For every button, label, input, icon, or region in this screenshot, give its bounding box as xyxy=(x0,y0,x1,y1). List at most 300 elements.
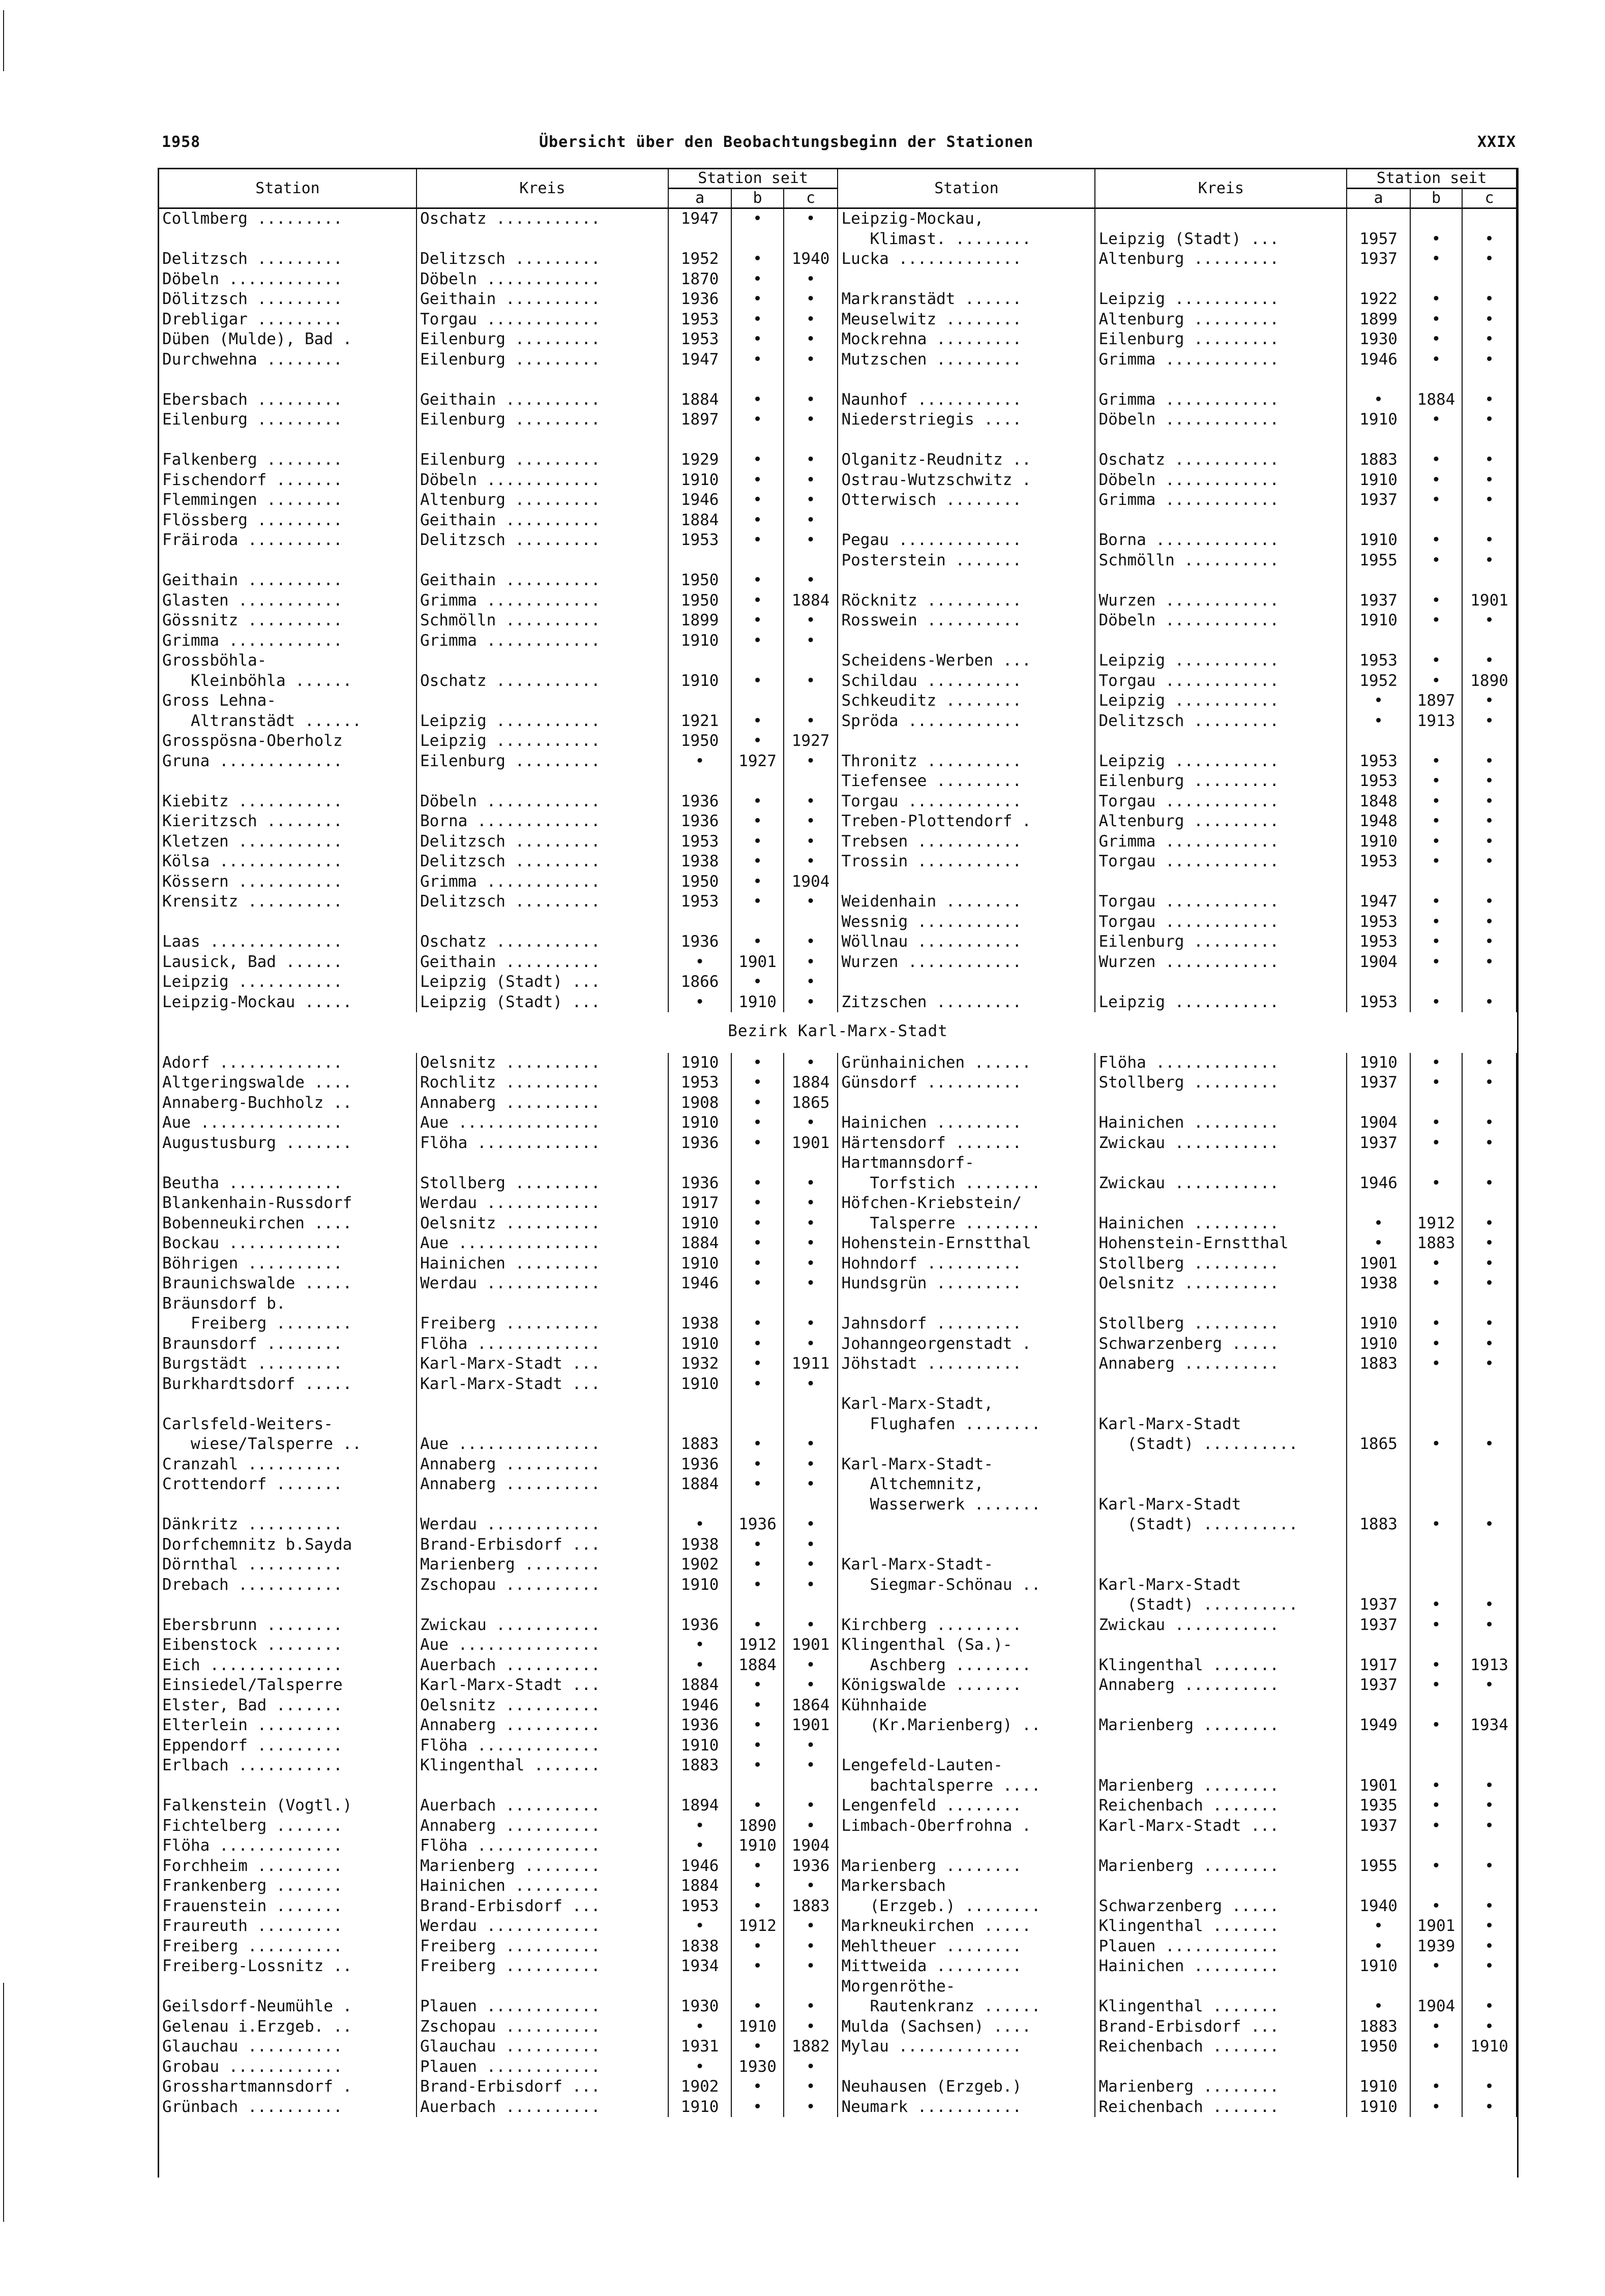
year-c xyxy=(1462,1876,1517,1896)
year-b: • xyxy=(1410,771,1462,792)
year-a xyxy=(668,551,732,571)
year-a: • xyxy=(1347,691,1410,711)
kreis-name: Döbeln ............ xyxy=(1095,611,1347,631)
station-name: Kölsa ............. xyxy=(159,852,417,872)
station-name: Wurzen ............ xyxy=(838,952,1095,973)
station-name: Fraureuth ......... xyxy=(159,1916,417,1937)
station-name: Weidenhain ........ xyxy=(838,892,1095,912)
year-a: 1910 xyxy=(1347,1334,1410,1354)
kreis-name: Schwarzenberg ..... xyxy=(1095,1896,1347,1917)
station-name xyxy=(838,430,1095,450)
year-b: • xyxy=(1410,1796,1462,1816)
year-a: 1936 xyxy=(668,792,732,812)
station-name xyxy=(159,370,417,390)
year-a xyxy=(1347,1977,1410,1997)
station-name: Elterlein ......... xyxy=(159,1715,417,1736)
year-b xyxy=(1410,1414,1462,1435)
year-a: 1910 xyxy=(668,1254,732,1274)
year-b: • xyxy=(731,1696,783,1716)
year-c xyxy=(1462,1535,1517,1555)
station-name: Mehltheuer ........ xyxy=(838,1937,1095,1957)
station-name xyxy=(159,1776,417,1796)
year-c xyxy=(1462,731,1517,751)
station-name: Falkenstein (Vogtl.) xyxy=(159,1796,417,1816)
kreis-name xyxy=(1095,1836,1347,1856)
year-c xyxy=(784,1977,838,1997)
kreis-name: Zwickau ........... xyxy=(1095,1173,1347,1194)
year-b: • xyxy=(731,1555,783,1575)
table-row xyxy=(159,229,1517,250)
year-a xyxy=(668,912,732,932)
year-c: • xyxy=(784,1274,838,1294)
year-b xyxy=(1410,570,1462,591)
year-b: • xyxy=(731,1736,783,1756)
year-b xyxy=(1410,1977,1462,1997)
station-name: (Kr.Marienberg) .. xyxy=(838,1715,1095,1736)
year-c xyxy=(1462,1414,1517,1435)
year-c xyxy=(1462,269,1517,290)
year-b: • xyxy=(1410,892,1462,912)
year-b: • xyxy=(731,1455,783,1475)
station-name: Frauenstein ....... xyxy=(159,1896,417,1917)
year-b xyxy=(731,1153,783,1173)
year-b: • xyxy=(1410,470,1462,491)
station-name: Ebersbrunn ........ xyxy=(159,1615,417,1636)
year-c: 1911 xyxy=(784,1354,838,1374)
station-table xyxy=(158,168,1519,2178)
year-b xyxy=(1410,1474,1462,1495)
year-c: • xyxy=(1462,1354,1517,1374)
year-b xyxy=(1410,1153,1462,1173)
year-a: 1953 xyxy=(668,892,732,912)
station-name: Kühnhaide xyxy=(838,1696,1095,1716)
kreis-name: Torgau ............ xyxy=(1095,852,1347,872)
station-name: Altgeringswalde .... xyxy=(159,1073,417,1093)
year-a: 1883 xyxy=(1347,2017,1410,2037)
station-name: Torgau ............ xyxy=(838,792,1095,812)
table-row xyxy=(159,1153,1517,1173)
station-name: Olganitz-Reudnitz .. xyxy=(838,450,1095,470)
kreis-name xyxy=(417,1595,668,1615)
year-c: • xyxy=(784,2077,838,2097)
table-row xyxy=(159,1414,1517,1435)
year-c: 1936 xyxy=(784,1856,838,1877)
table-row xyxy=(159,1455,1517,1475)
year-c: 1901 xyxy=(784,1635,838,1655)
year-b xyxy=(1410,510,1462,531)
year-b: • xyxy=(731,1675,783,1696)
year-c xyxy=(1462,1736,1517,1756)
kreis-name: Werdau ............ xyxy=(417,1515,668,1535)
year-c: • xyxy=(1462,1916,1517,1937)
year-a: 1937 xyxy=(1347,1615,1410,1636)
year-a xyxy=(1347,430,1410,450)
station-name: Hainichen ......... xyxy=(838,1113,1095,1133)
kreis-name: Flöha ............. xyxy=(417,1334,668,1354)
table-row xyxy=(159,1334,1517,1354)
year-b: • xyxy=(731,1113,783,1133)
year-a: • xyxy=(1347,1937,1410,1957)
year-a: 1922 xyxy=(1347,289,1410,310)
station-name: Aue ............... xyxy=(159,1113,417,1133)
year-a xyxy=(1347,872,1410,892)
station-name: Eibenstock ........ xyxy=(159,1635,417,1655)
kreis-name: Rochlitz .......... xyxy=(417,1073,668,1093)
kreis-name: Delitzsch ......... xyxy=(417,852,668,872)
year-b: • xyxy=(1410,1354,1462,1374)
table-row xyxy=(159,2017,1517,2037)
year-b: • xyxy=(1410,1254,1462,1274)
table-row xyxy=(159,1956,1517,1977)
year-b: 1912 xyxy=(1410,1214,1462,1234)
kreis-name: Aue ............... xyxy=(417,1233,668,1254)
station-name: Lengefeld-Lauten- xyxy=(838,1756,1095,1776)
station-name xyxy=(838,1434,1095,1455)
year-c: • xyxy=(784,310,838,330)
year-b: • xyxy=(731,1374,783,1395)
year-c: • xyxy=(784,350,838,370)
year-c xyxy=(784,229,838,250)
station-name xyxy=(838,1535,1095,1555)
year-b: • xyxy=(731,1997,783,2017)
station-name xyxy=(838,872,1095,892)
col-header-kreis: Kreis xyxy=(1095,169,1347,208)
table-row xyxy=(159,1133,1517,1154)
station-name xyxy=(159,1153,417,1173)
station-name: Geithain .......... xyxy=(159,570,417,591)
station-name: Wasserwerk ....... xyxy=(838,1495,1095,1515)
year-a: 1910 xyxy=(1347,1314,1410,1334)
kreis-name: Leipzig ........... xyxy=(1095,289,1347,310)
table-row xyxy=(159,1896,1517,1917)
year-b: • xyxy=(731,1856,783,1877)
kreis-name: Torgau ............ xyxy=(417,310,668,330)
station-name xyxy=(838,1374,1095,1395)
table-row xyxy=(159,992,1517,1013)
year-b: • xyxy=(1410,811,1462,832)
kreis-name: Torgau ............ xyxy=(1095,671,1347,691)
station-name: Johanngeorgenstadt . xyxy=(838,1334,1095,1354)
station-name: Treben-Plottendorf . xyxy=(838,811,1095,832)
year-a: 1883 xyxy=(1347,1354,1410,1374)
year-a xyxy=(668,771,732,792)
station-name: Annaberg-Buchholz .. xyxy=(159,1093,417,1113)
year-b: • xyxy=(731,1214,783,1234)
station-name: Hartmannsdorf- xyxy=(838,1153,1095,1173)
year-b: 1897 xyxy=(1410,691,1462,711)
year-c: • xyxy=(1462,992,1517,1013)
station-name: Eich .............. xyxy=(159,1655,417,1676)
table-row xyxy=(159,1977,1517,1997)
kreis-name: Leipzig ........... xyxy=(1095,992,1347,1013)
year-a: 1910 xyxy=(668,631,732,651)
year-a: 1870 xyxy=(668,269,732,290)
table-row xyxy=(159,1715,1517,1736)
kreis-name xyxy=(1095,1756,1347,1776)
station-name: Trebsen ........... xyxy=(838,832,1095,852)
year-a: 1910 xyxy=(668,1374,732,1395)
year-c xyxy=(784,370,838,390)
year-b: • xyxy=(731,1756,783,1776)
year-b xyxy=(731,1495,783,1515)
year-c xyxy=(1462,570,1517,591)
year-c: • xyxy=(784,410,838,430)
year-b: 1939 xyxy=(1410,1937,1462,1957)
year-a: 1953 xyxy=(1347,751,1410,772)
table-row xyxy=(159,410,1517,430)
table-row xyxy=(159,1595,1517,1615)
station-name: Ebersbach ......... xyxy=(159,390,417,410)
year-c: • xyxy=(1462,651,1517,671)
year-b: • xyxy=(731,1956,783,1977)
station-name: Morgenröthe- xyxy=(838,1977,1095,1997)
year-b: • xyxy=(731,972,783,992)
station-name: Kössern ........... xyxy=(159,872,417,892)
year-c: • xyxy=(1462,1274,1517,1294)
year-c: • xyxy=(784,751,838,772)
table-row xyxy=(159,872,1517,892)
station-name: Scheidens-Werben ... xyxy=(838,651,1095,671)
year-c: • xyxy=(1462,832,1517,852)
year-a: 1937 xyxy=(1347,591,1410,611)
year-c: • xyxy=(784,792,838,812)
year-c: • xyxy=(1462,1254,1517,1274)
year-a: 1902 xyxy=(668,1555,732,1575)
table-row xyxy=(159,792,1517,812)
year-a: 1936 xyxy=(668,289,732,310)
table-row xyxy=(159,1655,1517,1676)
table-row xyxy=(159,932,1517,952)
station-name xyxy=(838,731,1095,751)
table-row xyxy=(159,1515,1517,1535)
year-c: 1940 xyxy=(784,249,838,269)
station-name: Böhrigen .......... xyxy=(159,1254,417,1274)
year-c: • xyxy=(784,289,838,310)
table-row xyxy=(159,852,1517,872)
year-a: 1910 xyxy=(668,1214,732,1234)
year-b: • xyxy=(731,1896,783,1917)
year-c xyxy=(1462,1455,1517,1475)
kreis-name xyxy=(1095,972,1347,992)
kreis-name: Geithain .......... xyxy=(417,289,668,310)
kreis-name: Zschopau .......... xyxy=(417,1575,668,1595)
kreis-name: Zwickau ........... xyxy=(1095,1615,1347,1636)
station-name: Posterstein ....... xyxy=(838,551,1095,571)
year-b xyxy=(1410,1876,1462,1896)
kreis-name: Stollberg ......... xyxy=(417,1173,668,1194)
year-a xyxy=(668,651,732,671)
year-a: 1953 xyxy=(668,832,732,852)
year-b: • xyxy=(1410,912,1462,932)
bezirk-heading-row xyxy=(159,1012,1517,1053)
year-b xyxy=(1410,731,1462,751)
kreis-name: Marienberg ........ xyxy=(1095,2077,1347,2097)
kreis-name: Freiberg .......... xyxy=(417,1956,668,1977)
year-b: • xyxy=(1410,1675,1462,1696)
year-a: 1953 xyxy=(1347,912,1410,932)
year-a: 1884 xyxy=(668,510,732,531)
year-c: • xyxy=(784,1053,838,1073)
station-name: Karl-Marx-Stadt- xyxy=(838,1455,1095,1475)
year-b xyxy=(1410,269,1462,290)
station-name: Grünbach .......... xyxy=(159,2097,417,2118)
kreis-name: Oelsnitz .......... xyxy=(417,1696,668,1716)
year-c: • xyxy=(784,1876,838,1896)
station-name: Grossböhla- xyxy=(159,651,417,671)
kreis-name: Wurzen ............ xyxy=(1095,591,1347,611)
table-row xyxy=(159,832,1517,852)
year-a: • xyxy=(668,1635,732,1655)
table-row xyxy=(159,1937,1517,1957)
year-b xyxy=(1410,1193,1462,1214)
year-a: 1901 xyxy=(1347,1776,1410,1796)
year-b: • xyxy=(731,1254,783,1274)
year-b: • xyxy=(731,731,783,751)
year-a: 1950 xyxy=(668,872,732,892)
year-c: • xyxy=(1462,1615,1517,1636)
year-c: • xyxy=(784,1173,838,1194)
year-b: • xyxy=(1410,310,1462,330)
kreis-name: Döbeln ............ xyxy=(417,470,668,491)
year-b xyxy=(1410,1635,1462,1655)
kreis-name: Auerbach .......... xyxy=(417,1796,668,1816)
year-a xyxy=(1347,1414,1410,1435)
station-name: Dölitzsch ......... xyxy=(159,289,417,310)
table-row xyxy=(159,249,1517,269)
year-b: • xyxy=(1410,751,1462,772)
year-c xyxy=(1462,1374,1517,1395)
year-b xyxy=(731,1294,783,1314)
year-a xyxy=(668,229,732,250)
station-name: Düben (Mulde), Bad . xyxy=(159,329,417,350)
year-a: 1946 xyxy=(668,1696,732,1716)
station-name: Kieritzsch ........ xyxy=(159,811,417,832)
col-header-seit: Station seit xyxy=(1347,169,1517,189)
year-a xyxy=(1347,1836,1410,1856)
station-name: Hohndorf .......... xyxy=(838,1254,1095,1274)
year-b: • xyxy=(731,792,783,812)
table-row xyxy=(159,1756,1517,1776)
year-c xyxy=(1462,972,1517,992)
year-c: • xyxy=(1462,2077,1517,2097)
station-name: Bobenneukirchen .... xyxy=(159,1214,417,1234)
year-c: • xyxy=(1462,1776,1517,1796)
year-b: • xyxy=(731,811,783,832)
year-a: 1936 xyxy=(668,932,732,952)
year-c: • xyxy=(784,1736,838,1756)
table-row xyxy=(159,1796,1517,1816)
year-b: • xyxy=(731,631,783,651)
year-c xyxy=(784,1414,838,1435)
year-a: 1866 xyxy=(668,972,732,992)
year-b: • xyxy=(731,2077,783,2097)
kreis-name: Hainichen ......... xyxy=(1095,1113,1347,1133)
table-row xyxy=(159,570,1517,591)
table-row xyxy=(159,1876,1517,1896)
year-a: 1955 xyxy=(1347,1856,1410,1877)
year-c: • xyxy=(1462,811,1517,832)
table-row xyxy=(159,329,1517,350)
station-name: Glauchau .......... xyxy=(159,2037,417,2057)
station-name: Durchwehna ........ xyxy=(159,350,417,370)
station-name: Jahnsdorf ......... xyxy=(838,1314,1095,1334)
station-name: Schildau .......... xyxy=(838,671,1095,691)
year-a xyxy=(668,691,732,711)
table-row xyxy=(159,1214,1517,1234)
year-b xyxy=(1410,1696,1462,1716)
kreis-name: Werdau ............ xyxy=(417,1916,668,1937)
station-name: Rosswein .......... xyxy=(838,611,1095,631)
year-c xyxy=(784,1495,838,1515)
station-name: Kiebitz ........... xyxy=(159,792,417,812)
kreis-name: Grimma ............ xyxy=(417,631,668,651)
kreis-name xyxy=(1095,1696,1347,1716)
year-a: 1910 xyxy=(1347,470,1410,491)
station-name: Mittweida ......... xyxy=(838,1956,1095,1977)
kreis-name: Reichenbach ....... xyxy=(1095,1796,1347,1816)
station-name: Glasten ........... xyxy=(159,591,417,611)
year-b: • xyxy=(1410,611,1462,631)
table-row xyxy=(159,2097,1517,2118)
year-b xyxy=(1410,1394,1462,1414)
station-name: Klimast. ........ xyxy=(838,229,1095,250)
year-b: • xyxy=(731,872,783,892)
year-b xyxy=(1410,208,1462,229)
kreis-name: Delitzsch ......... xyxy=(417,892,668,912)
year-b: • xyxy=(731,671,783,691)
year-c: • xyxy=(784,1314,838,1334)
station-name: Flemmingen ........ xyxy=(159,490,417,510)
kreis-name: Marienberg ........ xyxy=(1095,1715,1347,1736)
kreis-name: Torgau ............ xyxy=(1095,792,1347,812)
year-b: 1912 xyxy=(731,1635,783,1655)
station-name: Braunichswalde ..... xyxy=(159,1274,417,1294)
kreis-name xyxy=(1095,1535,1347,1555)
year-c: • xyxy=(1462,952,1517,973)
year-c xyxy=(1462,1394,1517,1414)
year-a: 1947 xyxy=(1347,892,1410,912)
kreis-name: Oelsnitz .......... xyxy=(417,1214,668,1234)
kreis-name: Hainichen ......... xyxy=(1095,1214,1347,1234)
kreis-name: Schmölln .......... xyxy=(1095,551,1347,571)
kreis-name: Klingenthal ....... xyxy=(1095,1916,1347,1937)
year-a: 1917 xyxy=(668,1193,732,1214)
station-name: Niederstriegis .... xyxy=(838,410,1095,430)
year-a: • xyxy=(668,1816,732,1836)
year-c: 1904 xyxy=(784,1836,838,1856)
table-row xyxy=(159,1635,1517,1655)
col-header-b: b xyxy=(1410,189,1462,208)
table-header xyxy=(159,169,1517,208)
year-c: • xyxy=(1462,1856,1517,1877)
section-leipzig xyxy=(159,208,1517,1013)
kreis-name xyxy=(1095,1374,1347,1395)
station-name: Neumark ........... xyxy=(838,2097,1095,2118)
kreis-name: Eilenburg ......... xyxy=(1095,771,1347,792)
year-b: • xyxy=(731,1876,783,1896)
year-c: • xyxy=(1462,490,1517,510)
year-b: • xyxy=(1410,591,1462,611)
table-row xyxy=(159,1916,1517,1937)
year-c: • xyxy=(784,852,838,872)
table-row xyxy=(159,1555,1517,1575)
year-c: • xyxy=(1462,1796,1517,1816)
station-name xyxy=(159,1595,417,1615)
year-a: • xyxy=(668,1916,732,1937)
year-c: • xyxy=(1462,751,1517,772)
year-b: • xyxy=(731,852,783,872)
station-name: Leipzig-Mockau, xyxy=(838,208,1095,229)
